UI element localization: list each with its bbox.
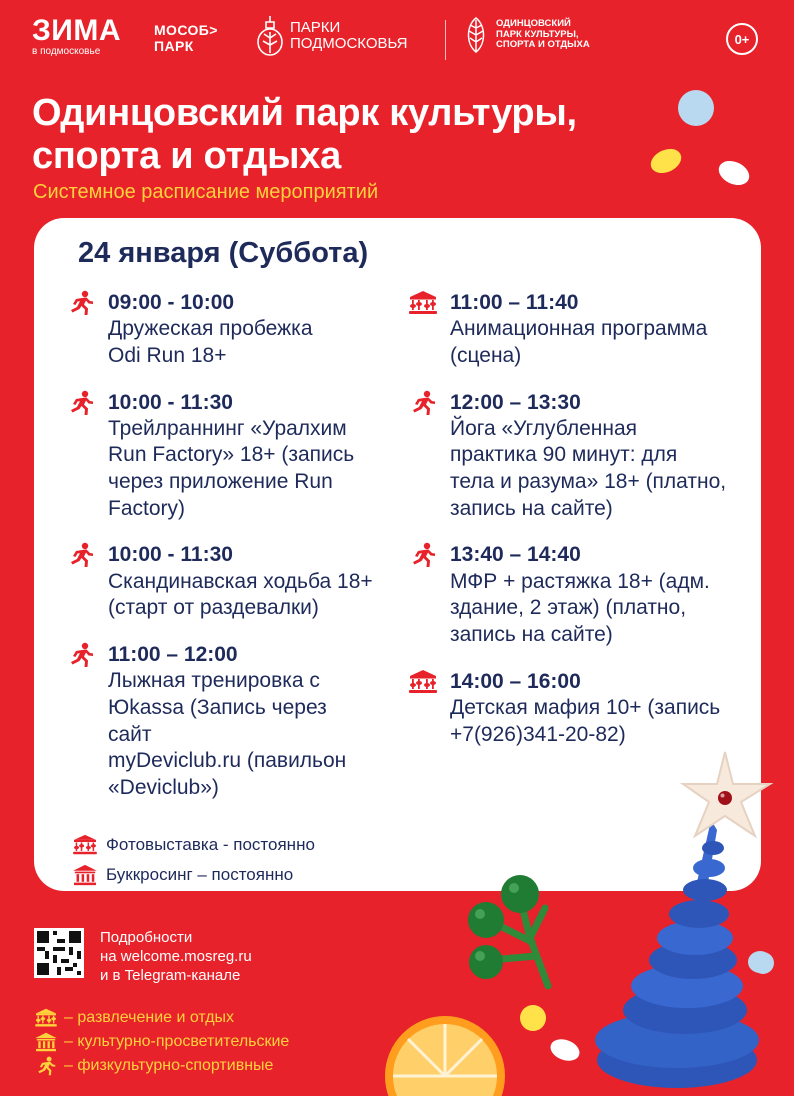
deco-circle-blue — [678, 90, 714, 126]
zima-logo-subtext: в подмосковье — [32, 46, 101, 57]
event-description-line: Анимационная программа — [450, 317, 708, 341]
ornament-icon — [256, 14, 284, 58]
event-time: 13:40 – 14:40 — [450, 543, 581, 567]
mosoblpark-logo[interactable] — [154, 22, 218, 54]
event-time: 14:00 – 16:00 — [450, 669, 581, 693]
mosoblpark-logo-line2: ПАРК — [154, 38, 194, 55]
event-description-line: Йога «Углубленная — [450, 416, 638, 440]
schedule-event — [66, 390, 376, 523]
info-section — [34, 928, 252, 985]
event-description-line: Run Factory» 18+ (запись — [108, 443, 355, 467]
zima-logo-text: ЗИМА — [32, 14, 122, 47]
event-description-line: Юkassa (Запись через сайт — [108, 695, 327, 746]
leaf-emblem-icon — [464, 16, 488, 54]
permanent-item-text: Буккросинг – постоянно — [106, 865, 294, 884]
event-time: 11:00 – 12:00 — [108, 643, 238, 666]
runner-icon — [66, 390, 96, 416]
event-description-line: запись на сайте) — [450, 496, 613, 520]
event-description-line: «Deviclub») — [108, 775, 219, 799]
carousel-icon — [408, 290, 438, 316]
info-line-2[interactable]: на welcome.mosreg.ru — [100, 948, 252, 966]
title-line-1: Одинцовский парк культуры, — [32, 92, 577, 134]
age-rating-badge: 0+ — [726, 23, 758, 55]
event-time: 10:00 - 11:30 — [108, 543, 233, 567]
orange-slice-decoration — [380, 1004, 510, 1096]
odin-logo-line3: СПОРТА И ОТДЫХА — [496, 39, 590, 51]
legend-item-culture — [34, 1030, 289, 1054]
museum-icon — [34, 1032, 58, 1052]
info-line-3: и в Telegram-канале — [100, 967, 241, 985]
legend-label: – физкультурно-спортивные — [64, 1057, 274, 1074]
info-text — [100, 928, 252, 985]
deco-ellipse-blue-bottom — [752, 952, 774, 974]
qr-code-icon — [37, 931, 81, 975]
berry-branch-decoration — [460, 868, 580, 998]
odintsovo-park-logo[interactable] — [464, 16, 590, 54]
permanent-item — [72, 834, 315, 856]
runner-icon — [34, 1056, 58, 1076]
parki-logo-line2: ПОДМОСКОВЬЯ — [290, 35, 408, 52]
parki-podmoskovya-logo[interactable] — [256, 14, 408, 58]
schedule-event — [408, 542, 754, 648]
schedule-event — [66, 642, 376, 802]
mosoblpark-logo-line1: МОСОБ> — [154, 22, 218, 38]
event-description-line: Скандинавская ходьба 18+ — [108, 569, 373, 593]
runner-icon — [66, 290, 96, 316]
schedule-event — [408, 290, 754, 370]
deco-ellipse-white — [715, 156, 753, 189]
event-description-line: здание, 2 этаж) (платно, — [450, 596, 687, 620]
event-description-line: Factory) — [108, 496, 186, 520]
odin-logo-line2: ПАРК КУЛЬТУРЫ, — [496, 28, 579, 40]
legend — [34, 1006, 289, 1078]
event-description-line: Детская мафия 10+ (запись — [450, 695, 721, 719]
event-description-line: myDeviclub.ru (павильон — [108, 749, 347, 773]
event-time: 10:00 - 11:30 — [108, 390, 233, 414]
event-description-line: +7(926)341-20-82) — [450, 722, 626, 746]
christmas-tree-decoration — [565, 740, 794, 1096]
event-description-line: Трейлраннинг «Уралхим — [108, 416, 347, 440]
schedule-column-right — [408, 290, 754, 768]
info-line-1: Подробности — [100, 929, 193, 946]
legend-item-sport — [34, 1054, 289, 1078]
carousel-icon — [408, 669, 438, 695]
schedule-date: 24 января (Суббота) — [78, 237, 369, 269]
event-description-line: МФР + растяжка 18+ (адм. — [450, 569, 710, 593]
carousel-icon — [34, 1008, 58, 1028]
event-description-line: Дружеская пробежка — [108, 317, 313, 341]
deco-ellipse-yellow-bottom — [520, 1005, 546, 1031]
event-description-line: Лыжная тренировка с — [108, 669, 320, 693]
page-subtitle: Системное расписание мероприятий — [33, 181, 379, 203]
qr-code[interactable] — [34, 928, 84, 978]
header — [32, 14, 764, 64]
schedule-column-left — [66, 290, 376, 822]
event-description-line: тела и разума» 18+ (платно, — [450, 470, 727, 494]
legend-label: – культурно-просветительские — [64, 1033, 290, 1050]
zima-logo[interactable] — [32, 16, 121, 57]
museum-icon — [72, 864, 98, 886]
title-line-2: спорта и отдыха — [32, 134, 341, 177]
permanent-item-text: Фотовыставка - постоянно — [106, 835, 315, 854]
event-description-line: (сцена) — [450, 343, 522, 367]
runner-icon — [408, 390, 438, 416]
event-description-line: через приложение Run — [108, 470, 333, 494]
legend-item-entertainment — [34, 1006, 289, 1030]
event-time: 11:00 – 11:40 — [450, 291, 579, 314]
legend-label: – развлечение и отдых — [64, 1009, 235, 1026]
header-divider — [445, 20, 446, 60]
runner-icon — [408, 542, 438, 568]
event-time: 12:00 – 13:30 — [450, 390, 581, 414]
parki-logo-line1: ПАРКИ — [290, 18, 341, 36]
event-description-line: запись на сайте) — [450, 623, 613, 646]
runner-icon — [66, 542, 96, 568]
page-title — [32, 92, 672, 177]
schedule-event — [408, 669, 754, 749]
schedule-event — [66, 542, 376, 622]
event-description-line: практика 90 минут: для — [450, 443, 678, 467]
event-description-line: Odi Run 18+ — [108, 343, 227, 367]
event-description-line: (старт от раздевалки) — [108, 596, 319, 620]
permanent-item — [72, 864, 293, 886]
runner-icon — [66, 642, 96, 668]
carousel-icon — [72, 834, 98, 856]
schedule-event — [66, 290, 376, 370]
odin-logo-line1: ОДИНЦОВСКИЙ — [496, 17, 571, 29]
event-time: 09:00 - 10:00 — [108, 291, 235, 314]
schedule-event — [408, 390, 754, 523]
